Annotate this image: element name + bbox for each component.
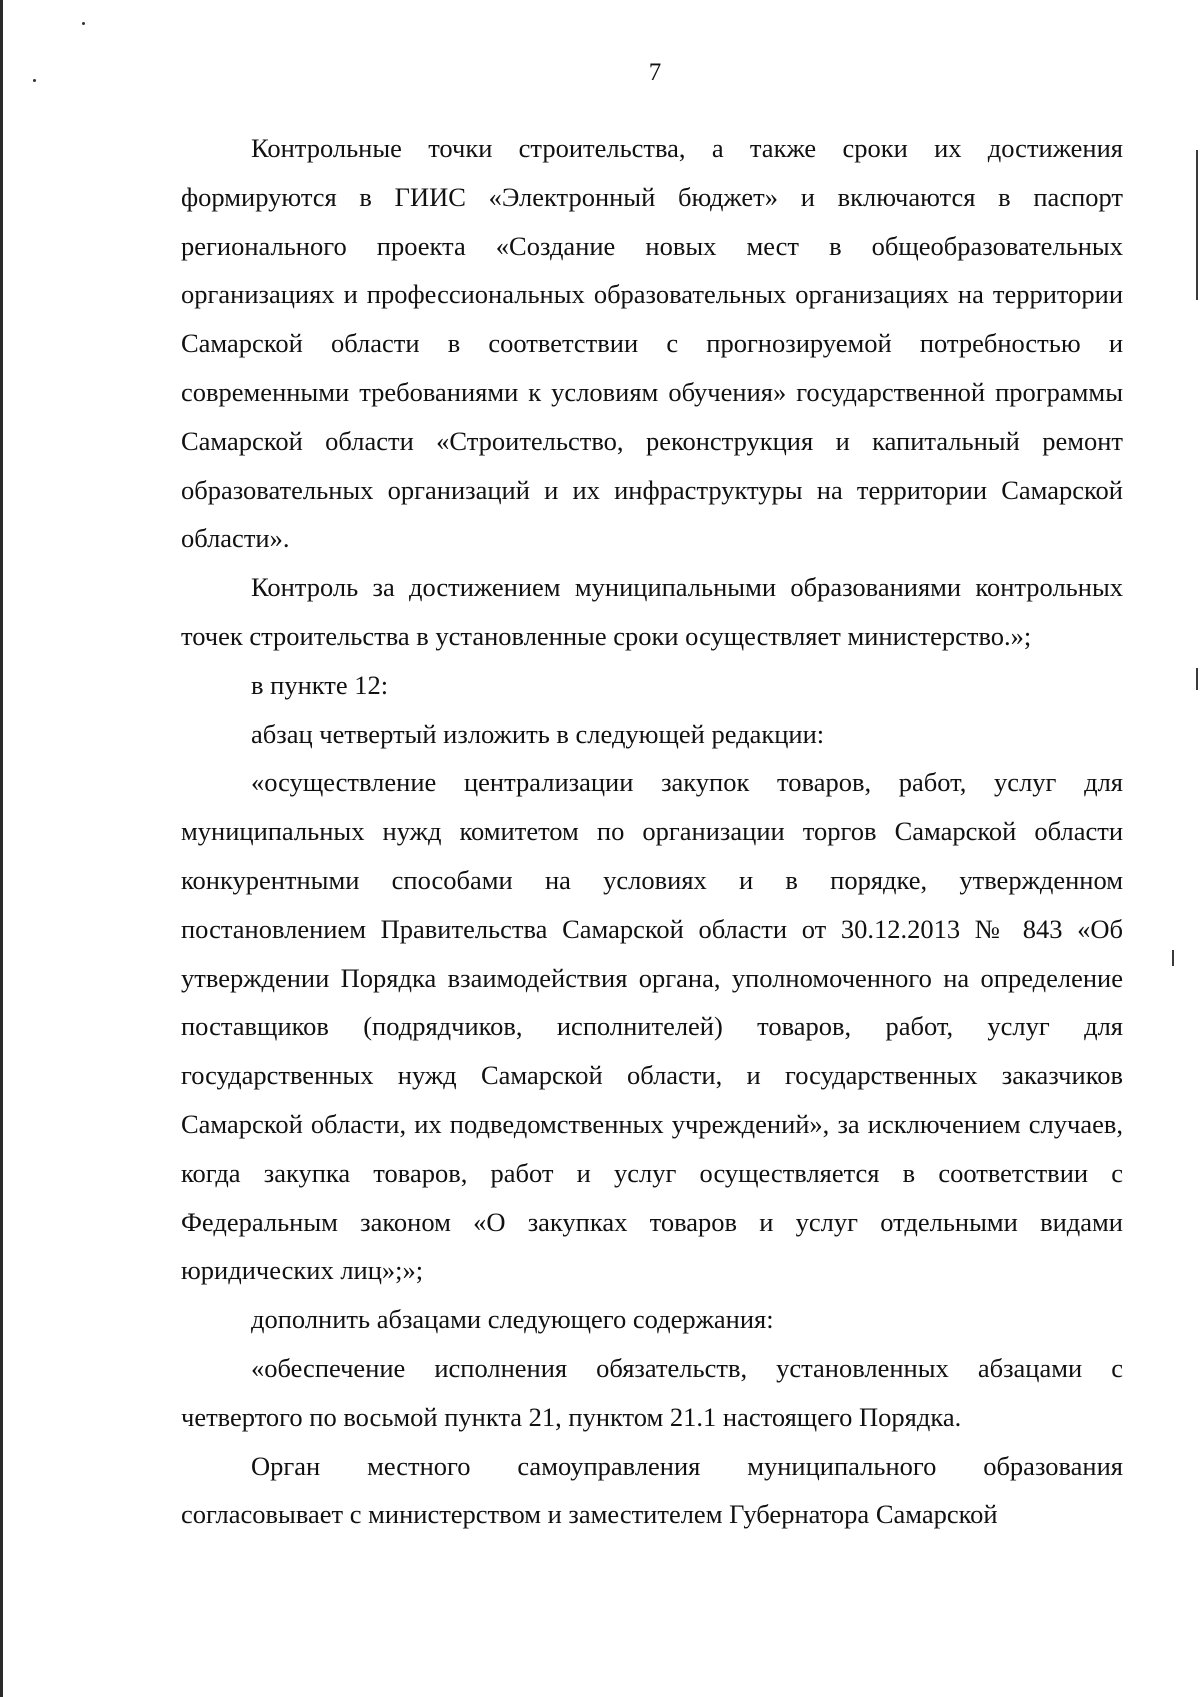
paragraph-local-government: Орган местного самоуправления муниципального образования согласовывает с министерством и заместителем Губернатора Самарской <box>181 1450 1123 1530</box>
paragraph-clause-12: в пункте 12: <box>251 669 389 700</box>
paragraph-supplement: дополнить абзацами следующего содержания: <box>251 1304 774 1335</box>
paragraph-control-points: Контрольные точки строительства, а также сроки их достижения формируются в ГИИС «Электронный бюджет» и включаются в паспорт регионального проекта «Создание новых мест в общеобразовательных организациях и профессиональных образовательных организациях на территории Самарской области в соответствии с прогнозируемой потребностью и современными требованиями к условиям обучения» государственной программы Самарской области «Строительство, реконструкция и капитальный ремонт образовательных организаций и их инфраструктуры на территории Самарской области». <box>181 133 1123 554</box>
scan-left-edge <box>0 0 3 1697</box>
scan-margin-line <box>1172 950 1174 966</box>
paragraph-control-ministry: Контроль за достижением муниципальными образованиями контрольных точек строительства в установленные сроки осуществляет министерство.»; <box>181 572 1123 651</box>
scan-speck <box>82 22 85 25</box>
page-number: 7 <box>648 59 662 86</box>
scan-margin-line <box>1196 668 1198 690</box>
paragraph-obligations: «обеспечение исполнения обязательств, установленных абзацами с четвертого по восьмой пункта 21, пунктом 21.1 настоящего Порядка. <box>181 1352 1123 1432</box>
document-body <box>181 124 1123 1539</box>
paragraph-centralization: «осуществление централизации закупок товаров, работ, услуг для муниципальных нужд комитетом по организации торгов Самарской области конкурентными способами на условиях и в порядке, утвержденном постановлением Правительства Самарской области от 30.12.2013 № 843 «Об утверждении Порядка взаимодействия органа, уполномоченного на определение поставщиков (подрядчиков, исполнителей) товаров, работ, услуг для государственных нужд Самарской области, и государственных заказчиков Самарской области, их подведомственных учреждений», за исключением случаев, когда закупка товаров, работ и услуг осуществляется в соответствии с Федеральным законом «О закупках товаров и услуг отдельными видами юридических лиц»;»; <box>181 767 1123 1286</box>
scan-margin-line <box>1196 150 1198 300</box>
paragraph-fourth-abzac: абзац четвертый изложить в следующей редакции: <box>251 718 825 749</box>
